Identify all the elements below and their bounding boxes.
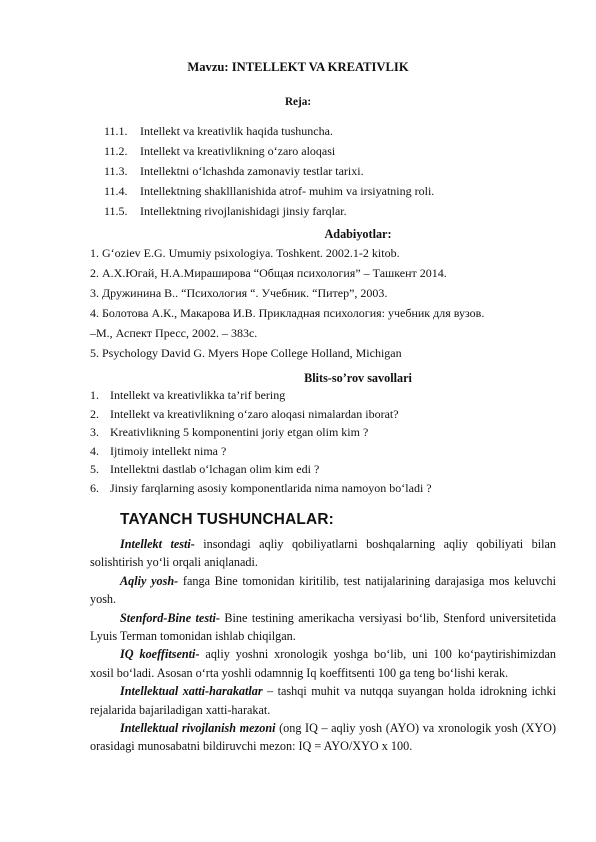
question-text: Intellekt va kreativlikka ta’rif bering [110, 388, 286, 402]
definition-term: Intellektual rivojlanish mezoni [120, 721, 276, 736]
question-number: 3. [90, 425, 99, 440]
plan-item [104, 181, 434, 201]
question-number: 2. [90, 406, 99, 421]
plan-item-text: Intellektning shaklllanishida atrof- muhim va irsiyatning roli. [140, 184, 435, 198]
plan-item-number: 11.3. [104, 164, 128, 178]
literature-item: –М., Аспект Пресс, 2002. – 383с. [90, 326, 258, 340]
definition-paragraph [90, 719, 556, 756]
question-number: 6. [90, 480, 99, 495]
definition-text: Bine testining amerikacha versiyasi bo‘lib, Stenford universitetida Lyuis Terman tomonidan ishlab chiqilgan. [90, 610, 556, 644]
definition-term: Intellekt testi- [120, 537, 195, 551]
plan-item-text: Intellekt va kreativlik haqida tushuncha. [140, 124, 333, 138]
plan-item-text: Intellektning rivojlanishidagi jinsiy farqlar. [140, 204, 347, 218]
key-terms-heading: TAYANCH TUSHUNCHALAR: [120, 511, 334, 528]
literature-heading: Adabiyotlar: [324, 227, 392, 241]
plan-item [104, 141, 434, 161]
plan-item-number: 11.5. [104, 204, 128, 218]
literature-list [90, 243, 570, 363]
definition-term: Intellektual xatti-harakatlar [120, 684, 263, 699]
blits-question [90, 423, 432, 442]
blits-question-list [90, 386, 432, 498]
plan-list [104, 121, 434, 221]
definition-text: insondagi aqliy qobiliyatlarni boshqalarning aqliy qobiliyati bilan solishtirish yo‘li orqali aniqlanadi. [90, 537, 556, 570]
definition-text: (ong IQ – aqliy yosh (AYO) va xronologik yosh (XYO) orasidagi munosabatni bildiruvchi mezon: IQ = AYO/XYO x 100. [90, 721, 557, 754]
definition-paragraph [90, 609, 556, 646]
plan-item-number: 11.2. [104, 144, 128, 158]
plan-item-text: Intellektni o‘lchashda zamonaviy testlar tarixi. [140, 164, 364, 178]
blits-question [90, 479, 432, 498]
page-title: Mavzu: INTELLEKT VA KREATIVLIK [187, 60, 409, 74]
literature-item: 5. Psychology David G. Myers Hope College Holland, Michigan [90, 346, 402, 360]
blits-heading: Blits-so’rov savollari [304, 371, 412, 385]
blits-question [90, 442, 432, 461]
plan-heading: Reja: [284, 96, 312, 108]
definition-paragraph [90, 682, 556, 719]
definition-text: – tashqi muhit va nutqqa suyangan holda idrokning ichki rejalarida bajariladigan xatti-harakat. [90, 684, 556, 717]
definition-term: Aqliy yosh- [120, 573, 179, 588]
literature-item: 2. А.Х.Югай, Н.А.Мирашировa “Общая психология” – Ташкент 2014. [90, 266, 447, 280]
question-text: Intellekt va kreativlikning o‘zaro aloqasi nimalardan iborat? [110, 406, 399, 421]
definition-term: IQ koeffitsenti- [120, 647, 200, 662]
plan-item [104, 161, 434, 181]
plan-item-number: 11.4. [104, 184, 128, 198]
question-text: Kreativlikning 5 komponentini joriy etgan olim kim ? [110, 425, 369, 440]
blits-question [90, 405, 432, 424]
literature-item: 1. G‘oziev E.G. Umumiy psixologiya. Toshkent. 2002.1-2 kitob. [90, 246, 400, 260]
plan-item [104, 121, 434, 141]
blits-question [90, 460, 432, 479]
definition-paragraph [90, 645, 556, 682]
question-number: 4. [90, 443, 99, 458]
plan-item-text: Intellekt va kreativlikning o‘zaro aloqasi [140, 144, 336, 158]
plan-item [104, 201, 434, 221]
question-number: 1. [90, 388, 99, 402]
definition-term: Stenford-Bine testi- [120, 610, 220, 625]
question-text: Jinsiy farqlarning asosiy komponentlarida nima namoyon bo‘ladi ? [110, 480, 432, 495]
question-text: Intellektni dastlab o‘lchagan olim kim edi ? [110, 462, 320, 477]
question-text: Ijtimoiy intellekt nima ? [110, 443, 227, 458]
literature-item: 4. Болотова А.К., Макарова И.В. Прикладная психология: учебник для вузов. [90, 306, 485, 320]
blits-question [90, 386, 432, 405]
question-number: 5. [90, 462, 99, 477]
definition-paragraph [90, 535, 556, 572]
definition-text: fanga Bine tomonidan kiritilib, test natijalarining darajasiga mos keluvchi yosh. [90, 573, 556, 607]
definition-paragraph [90, 572, 556, 609]
definition-text: aqliy yoshni xronologik yoshga bo‘lib, uni 100 ko‘paytirishimizdan xosil bo‘ladi. Asosan o‘rta yoshli odamnnig Iq koeffitsenti 100 ga teng bo‘lishi kerak. [90, 647, 556, 680]
literature-item: 3. Дружинина В.. “Психология “. Учебник. “Питер”, 2003. [90, 286, 388, 300]
definitions-list [90, 535, 556, 756]
plan-item-number: 11.1. [104, 124, 128, 138]
